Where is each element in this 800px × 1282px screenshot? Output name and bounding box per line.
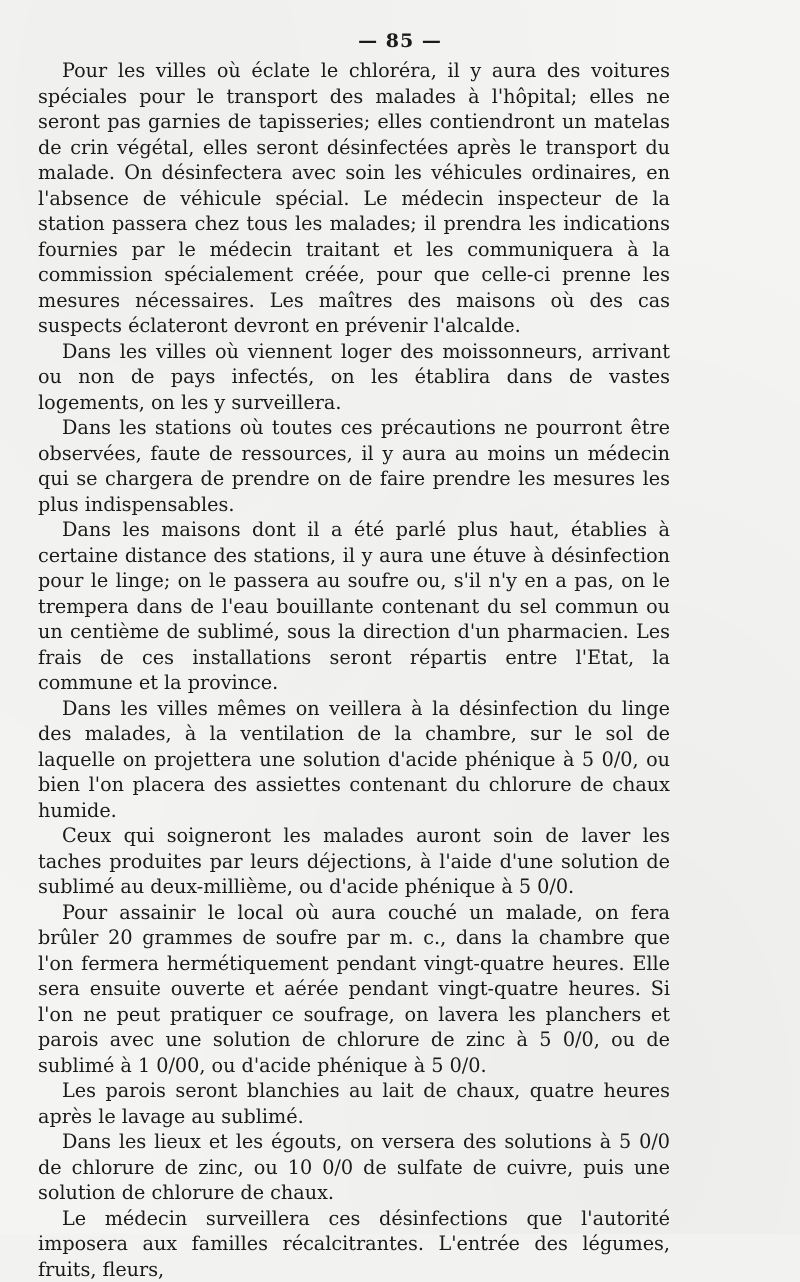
paragraph: Dans les maisons dont il a été parlé plus haut, établies à certaine distance des stations, il y aura une étuve à désinfection pour le linge; on le passera au soufre ou, s'il n'y en a pas, on le trempera dans de l'eau bouillante contenant du sel commun ou un centième de sublimé, sous la direction d'un pharmacien. Les frais de ces installations seront répartis entre l'Etat, la commune et la province. xyxy=(38,517,670,696)
paragraph: Dans les stations où toutes ces précautions ne pourront être observées, faute de ressources, il y aura au moins un médecin qui se chargera de prendre on de faire prendre les mesures les plus indispensables. xyxy=(38,415,670,517)
paragraph: Dans les villes mêmes on veillera à la désinfection du linge des malades, à la ventilation de la chambre, sur le sol de laquelle on projettera une solution d'acide phénique à 5 0/0, ou bien l'on placera des assiettes contenant du chlorure de chaux humide. xyxy=(38,696,670,824)
paragraph: Dans les villes où viennent loger des moissonneurs, arrivant ou non de pays infectés, on les établira dans de vastes logements, on les y surveillera. xyxy=(38,339,670,416)
paragraph: Dans les lieux et les égouts, on versera des solutions à 5 0/0 de chlorure de zinc, ou 10 0/0 de sulfate de cuivre, puis une solution de chlorure de chaux. xyxy=(38,1129,670,1206)
paragraph: Pour les villes où éclate le chloréra, il y aura des voitures spéciales pour le transport des malades à l'hôpital; elles ne seront pas garnies de tapisseries; elles contiendront un matelas de crin végétal, elles seront désinfectées après le transport du malade. On désinfectera avec soin les véhicules ordinaires, en l'absence de véhicule spécial. Le médecin inspecteur de la station passera chez tous les malades; il prendra les indications fournies par le médecin traitant et les communiquera à la commission spécialement créée, pour que celle-ci prenne les mesures nécessaires. Les maîtres des maisons où des cas suspects éclateront devront en prévenir l'alcalde. xyxy=(38,58,670,339)
paragraph: Le médecin surveillera ces désinfections que l'autorité imposera aux familles récalcitrantes. L'entrée des légumes, fruits, fleurs, xyxy=(38,1206,670,1282)
paragraph: Les parois seront blanchies au lait de chaux, quatre heures après le lavage au sublimé. xyxy=(38,1078,670,1129)
paragraph: Ceux qui soigneront les malades auront soin de laver les taches produites par leurs déjections, à l'aide d'une solution de sublimé au deux-millième, ou d'acide phénique à 5 0/0. xyxy=(38,823,670,900)
page-body xyxy=(38,58,670,1282)
paragraph: Pour assainir le local où aura couché un malade, on fera brûler 20 grammes de soufre par m. c., dans la chambre que l'on fermera hermétiquement pendant vingt-quatre heures. Elle sera ensuite ouverte et aérée pendant vingt-quatre heures. Si l'on ne peut pratiquer ce soufrage, on lavera les planchers et parois avec une solution de chlorure de zinc à 5 0/0, ou de sublimé à 1 0/00, ou d'acide phénique à 5 0/0. xyxy=(38,900,670,1079)
page-number: — 85 — xyxy=(0,30,800,52)
